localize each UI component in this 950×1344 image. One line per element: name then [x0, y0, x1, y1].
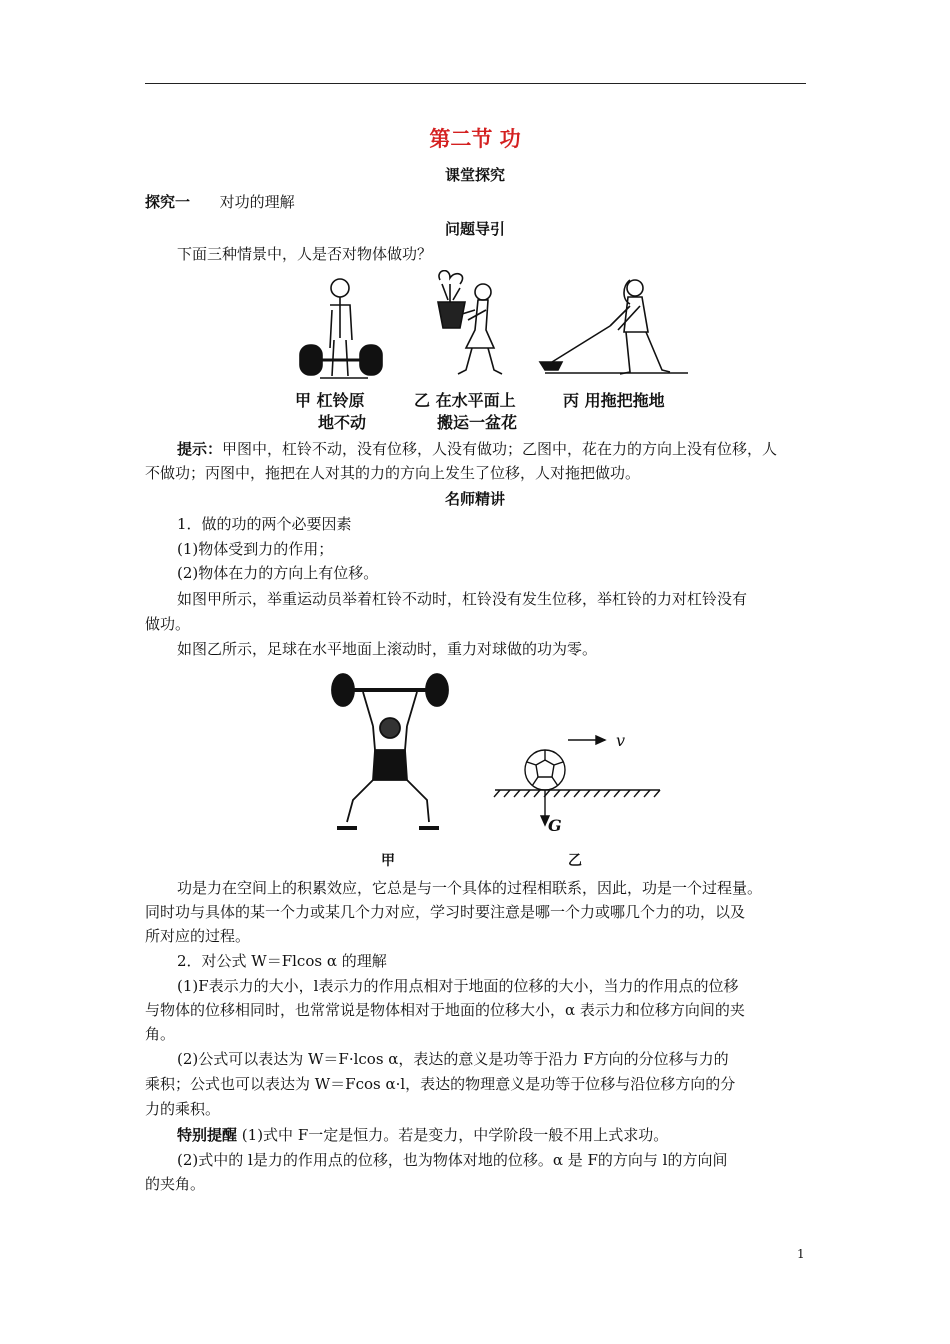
lecture-p4a: 如图甲所示，举重运动员举着杠铃不动时，杠铃没有发生位移，举杠铃的力对杠铃没有	[177, 590, 748, 608]
explore-topic: 对功的理解	[219, 193, 295, 211]
lecture-heading: 名师精讲	[444, 490, 505, 508]
note-line-2a: (2)式中的 l是力的作用点的位移，也为物体对地的位移。α 是 F的方向与 l的方向间	[177, 1151, 728, 1169]
caption-yi-1: 乙 在水平面上	[414, 391, 516, 410]
flowerpot-scene	[438, 271, 502, 374]
lecture-p2: (1)物体受到力的作用；	[177, 540, 334, 558]
lecture-p6c: 所对应的过程。	[145, 927, 251, 945]
velocity-label: v	[616, 731, 626, 750]
lecture-p5: 如图乙所示，足球在水平地面上滚动时，重力对球做的功为零。	[177, 640, 598, 658]
lecture-p8b: 与物体的位移相同时，也常常说是物体相对于地面的位移大小，α 表示力和位移方向间的夹	[145, 1001, 745, 1019]
weightlifter-figure	[325, 670, 455, 840]
hint-text-1: 甲图中，杠铃不动，没有位移，人没有做功；乙图中，花在力的方向上没有位移，人	[222, 440, 778, 458]
caption-yi-2: 搬运一盆花	[437, 413, 518, 432]
fig-caption-jia: 甲	[381, 853, 395, 869]
lecture-p3: (2)物体在力的方向上有位移。	[177, 564, 379, 582]
lecture-p8c: 角。	[145, 1025, 176, 1043]
mop-scene	[540, 280, 688, 374]
lecture-p9a: (2)公式可以表达为 W＝F·lcos α，表达的意义是功等于沿力 F方向的分位移与力的	[177, 1050, 729, 1068]
page-number: 1	[797, 1247, 805, 1261]
lecture-p9c: 力的乘积。	[145, 1100, 221, 1118]
lecture-p7: 2．对公式 W＝Flcos α 的理解	[177, 952, 387, 970]
lecture-p6a: 功是力在空间上的积累效应，它总是与一个具体的过程相联系，因此，功是一个过程量。	[177, 879, 763, 897]
lecture-p1: 1．做的功的两个必要因素	[177, 515, 352, 533]
hint-label: 提示：	[177, 440, 223, 458]
note-label: 特别提醒	[177, 1126, 238, 1144]
fig-caption-yi: 乙	[568, 853, 582, 869]
top-rule	[145, 83, 806, 84]
page-title: 第二节 功	[429, 127, 521, 151]
caption-bing: 丙 用拖把拖地	[563, 391, 665, 410]
lecture-p6b: 同时功与具体的某一个力或某几个力对应，学习时要注意是哪一个力或哪几个力的功，以及	[145, 903, 746, 921]
lecture-p9b: 乘积；公式也可以表达为 W＝Fcos α·l，表达的物理意义是功等于位移与沿位移方向的分	[145, 1075, 736, 1093]
explore-heading	[145, 190, 810, 214]
hint-line-2: 不做功；丙图中，拖把在人对其的力的方向上发生了位移，人对拖把做功。	[145, 464, 641, 482]
scene-figure	[290, 270, 710, 390]
caption-jia-1: 甲 杠铃原	[295, 391, 365, 410]
hint-line-1	[145, 437, 810, 461]
section-heading: 课堂探究	[444, 166, 505, 184]
caption-jia-2: 地不动	[318, 413, 367, 432]
note-line-1	[145, 1123, 810, 1147]
guide-heading: 问题导引	[444, 220, 505, 238]
note-line-2b: 的夹角。	[145, 1175, 206, 1193]
ball-figure	[490, 725, 670, 835]
lecture-p4b: 做功。	[145, 615, 191, 633]
guide-question: 下面三种情景中，人是否对物体做功？	[177, 245, 433, 263]
barbell-scene	[300, 279, 382, 378]
explore-label: 探究一	[145, 193, 191, 211]
lecture-p8a: (1)F表示力的大小，l表示力的作用点相对于地面的位移的大小，当力的作用点的位移	[177, 977, 739, 995]
note-text-1: (1)式中 F一定是恒力。若是变力，中学阶段一般不用上式求功。	[241, 1126, 669, 1144]
gravity-label: G	[548, 816, 562, 835]
